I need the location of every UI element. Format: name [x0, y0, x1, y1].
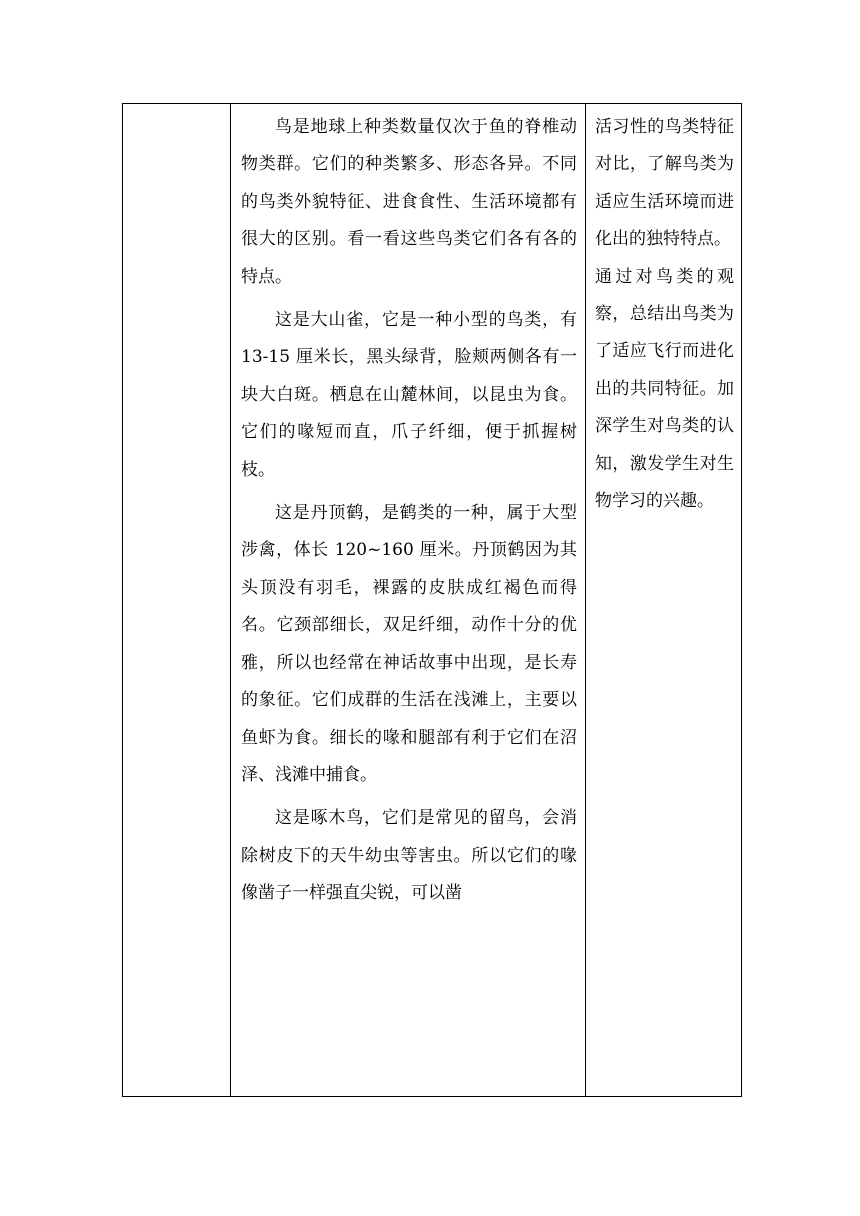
blank-cell	[123, 104, 231, 1097]
lesson-plan-table	[122, 103, 742, 1097]
objective-paragraph-1: 活习性的鸟类特征对比，了解鸟类为适应生活环境而进化出的独特特点。	[595, 117, 734, 250]
teaching-content-cell	[231, 104, 586, 1097]
content-paragraph-intro: 鸟是地球上种类数量仅次于鱼的脊椎动物类群。它们的种类繁多、形态各异。不同的鸟类外貌特征、进食食性、生活环境都有很大的区别。看一看这些鸟类它们各有各的特点。	[241, 117, 577, 287]
content-paragraph-woodpecker: 这是啄木鸟，它们是常见的留鸟，会消除树皮下的天牛幼虫等害虫。所以它们的喙像凿子一样强直尖锐，可以凿	[241, 808, 577, 904]
design-intent-cell	[586, 104, 742, 1097]
content-paragraph-crane: 这是丹顶鹤，是鹤类的一种，属于大型涉禽，体长 120~160 厘米。丹顶鹤因为其头顶没有羽毛，裸露的皮肤成红褐色而得名。它颈部细长，双足纤细，动作十分的优雅，所以也经常在神话故事中出现，是长寿的象征。它们成群的生活在浅滩上，主要以鱼虾为食。细长的喙和腿部有利于它们在沼泽、浅滩中捕食。	[241, 503, 577, 785]
table-row	[123, 104, 742, 1097]
objective-paragraph-2: 通过对鸟类的观察，总结出鸟类为了适应飞行而进化出的共同特征。加深学生对鸟类的认知，激发学生对生物学习的兴趣。	[595, 266, 734, 512]
content-paragraph-great-tit: 这是大山雀，它是一种小型的鸟类，有 13-15 厘米长，黑头绿背，脸颊两侧各有一块大白斑。栖息在山麓林间，以昆虫为食。它们的喙短而直，爪子纤细，便于抓握树枝。	[241, 310, 577, 480]
